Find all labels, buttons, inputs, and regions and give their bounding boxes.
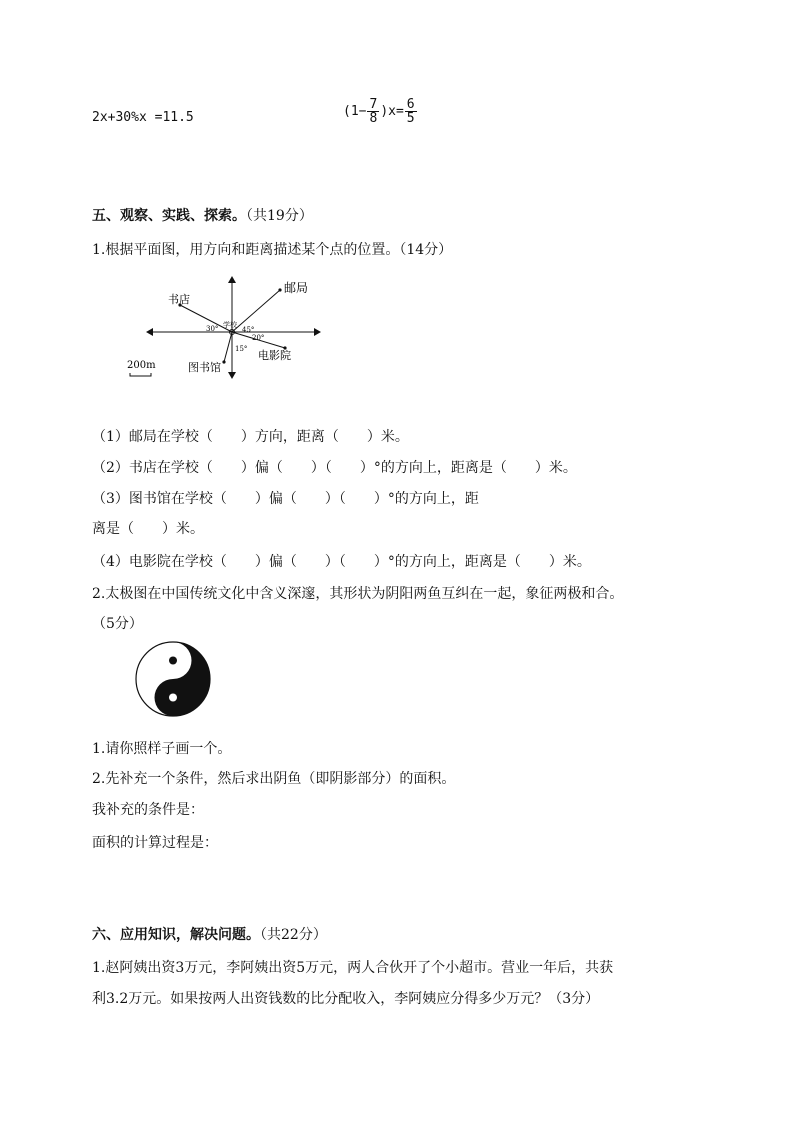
fraction-denominator: 8: [369, 111, 378, 126]
section5-q2b: （5分）: [92, 616, 143, 632]
equation-2-close: )x=: [380, 104, 404, 119]
point-post-office: [278, 288, 281, 291]
yang-dot: [169, 694, 177, 702]
section6-q1a: 1.赵阿姨出资3万元，李阿姨出资5万元，两人合伙开了个小超市。营业一年后，共获: [92, 960, 614, 976]
label-library: 图书馆: [188, 361, 221, 374]
section5-sub3a: （3）图书馆在学校（ ）偏（ ）（ ）°的方向上，距: [92, 491, 479, 507]
section5-sub3b: 离是（ ）米。: [92, 521, 204, 537]
label-cinema: 电影院: [258, 349, 291, 362]
direction-map: [120, 272, 330, 384]
angle-label-20: 20°: [252, 334, 265, 342]
section5-q2a: 2.太极图在中国传统文化中含义深邃，其形状为阴阳两鱼互纠在一起，象征两极和合。: [92, 586, 624, 602]
fraction-numerator: 6: [406, 97, 415, 112]
equation-2: [343, 98, 418, 125]
label-bookstore: 书店: [168, 293, 190, 306]
ray-post-office: [232, 290, 280, 332]
fraction-numerator: 7: [369, 97, 378, 112]
fraction-7-8: [367, 98, 379, 125]
section5-sub4: （4）电影院在学校（ ）偏（ ）（ ）°的方向上，距离是（ ）米。: [92, 554, 591, 570]
section6-score: （共22分）: [260, 927, 327, 943]
yin-dot: [169, 657, 177, 665]
ray-library: [224, 332, 232, 362]
section5-q2-condition: 我补充的条件是：: [92, 802, 204, 818]
section5-q1: 1.根据平面图，用方向和距离描述某个点的位置。（14分）: [92, 242, 453, 258]
section5-q2-2: 2.先补充一个条件，然后求出阴鱼（即阴影部分）的面积。: [92, 771, 456, 787]
angle-label-45: 45°: [242, 326, 255, 334]
section5-title: 五、观察、实践、探索。: [92, 208, 246, 224]
section6-heading: [92, 924, 327, 944]
equation-2-open: (1−: [343, 104, 367, 119]
equation-1: 2x+30%x =11.5: [92, 110, 194, 125]
angle-label-30: 30°: [206, 325, 219, 333]
fraction-6-5: [405, 98, 417, 125]
section5-sub2: （2）书店在学校（ ）偏（ ）（ ）°的方向上，距离是（ ）米。: [92, 460, 577, 476]
angle-label-15: 15°: [235, 345, 248, 353]
label-school: 学校: [223, 321, 237, 329]
point-library: [222, 360, 225, 363]
section5-score: （共19分）: [246, 208, 313, 224]
fraction-denominator: 5: [406, 111, 415, 126]
section5-q2-1: 1.请你照样子画一个。: [92, 741, 232, 757]
section5-q2-calculation: 面积的计算过程是：: [92, 835, 218, 851]
section5-heading: [92, 205, 313, 225]
section6-q1b: 利3.2万元。如果按两人出资钱数的比分配收入，李阿姨应分得多少万元？（3分）: [92, 991, 600, 1007]
label-post-office: 邮局: [284, 281, 309, 295]
section5-sub1: （1）邮局在学校（ ）方向，距离（ ）米。: [92, 429, 409, 445]
scale-label: 200m: [127, 360, 156, 371]
taiji-diagram: [134, 640, 212, 718]
scale-bar: [130, 373, 151, 376]
section6-title: 六、应用知识，解决问题。: [92, 927, 260, 943]
